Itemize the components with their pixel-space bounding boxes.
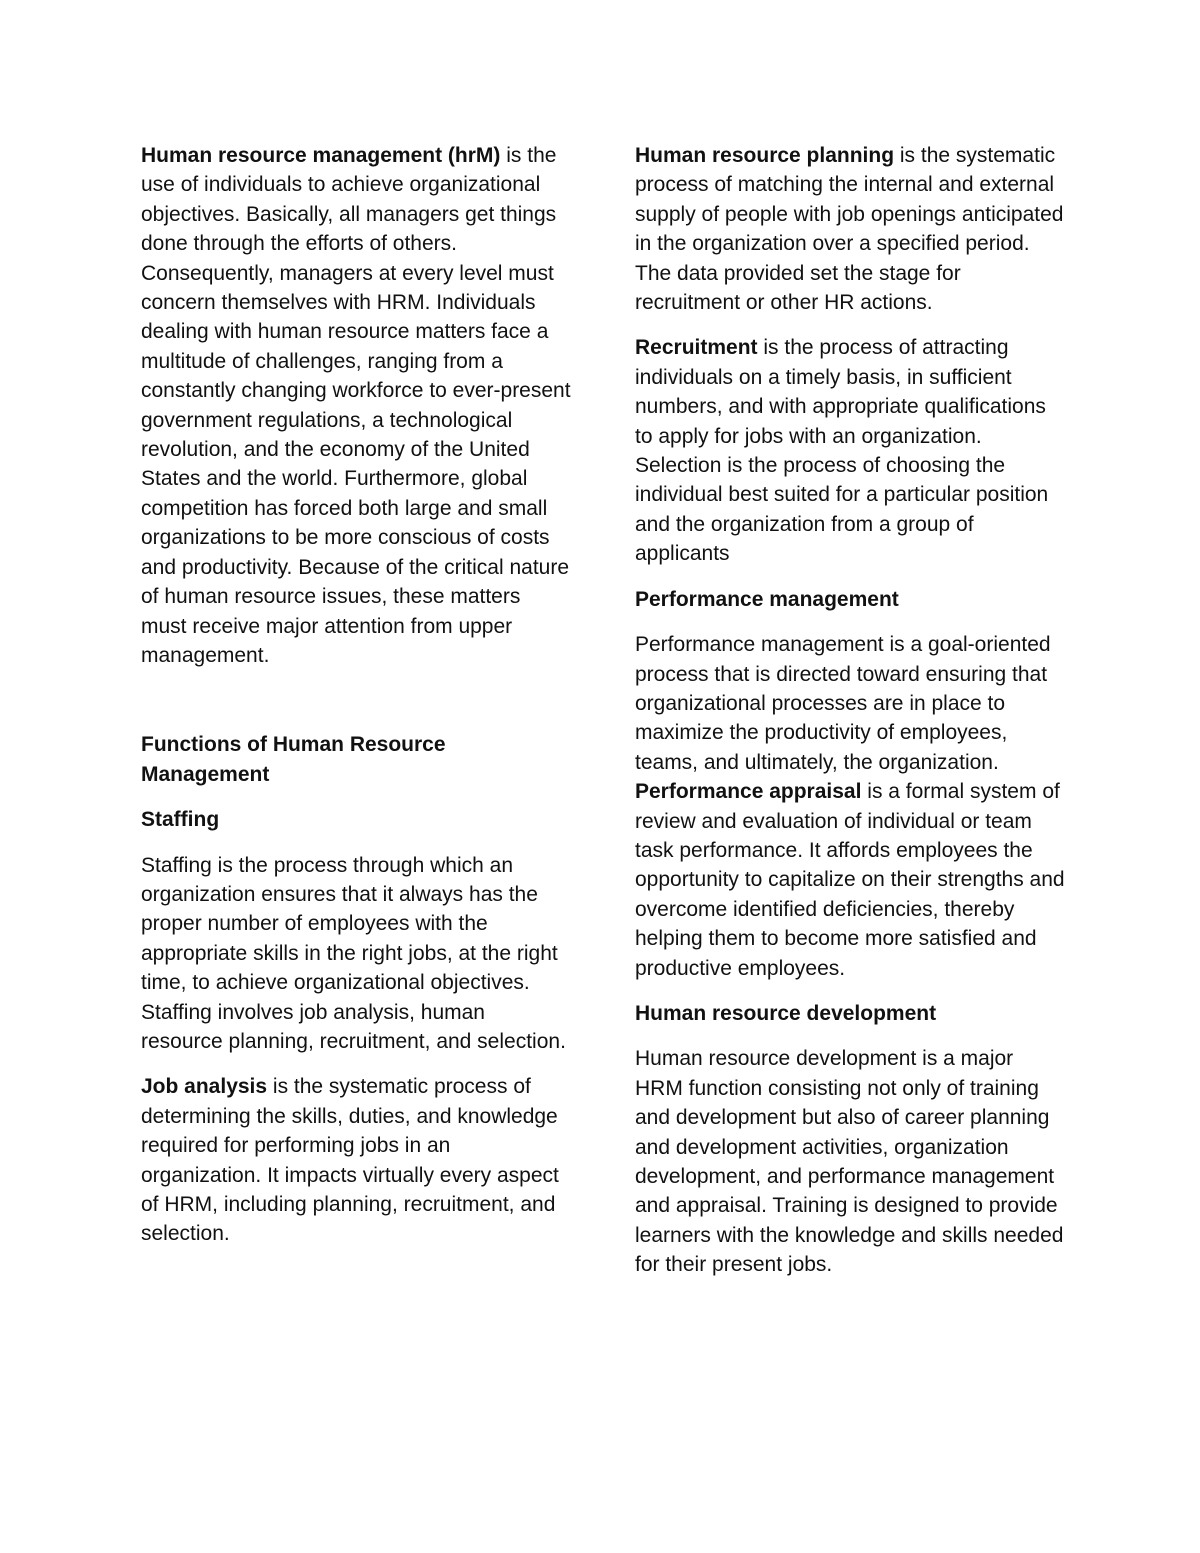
performance-management-paragraph [635, 630, 1065, 983]
left-column [141, 141, 571, 1249]
hr-development-paragraph: Human resource development is a major HRM function consisting not only of training and development but also of career planning and development activities, organization development, and performance management and appraisal. Training is designed to provide learners with the knowledge and skills needed for their present jobs. [635, 1047, 1064, 1277]
performance-management-heading: Performance management [635, 587, 899, 611]
performance-appraisal-text: is a formal system of review and evaluation of individual or team task performance. It affords employees the opportunity to capitalize on their strengths and overcome identified deficiencies, thereby helping them to become more satisfied and productive employees. [635, 780, 1065, 980]
hr-planning-paragraph [635, 141, 1065, 317]
hr-planning-term: Human resource planning [635, 144, 895, 167]
performance-appraisal-term: Performance appraisal [635, 780, 862, 804]
hrm-definition-text: is the use of individuals to achieve organizational objectives. Basically, all managers get things done through the efforts of others. Consequently, managers at every level must concern themselves with HRM. Individuals dealing with human resource matters face a multitude of challenges, ranging from a constantly changing workforce to ever-present government regulations, a technological revolution, and the economy of the United States and the world. Furthermore, global competition has forced both large and small organizations to be more conscious of costs and productivity. Because of the critical nature of human resource issues, these matters must receive major attention from upper management. [141, 144, 571, 667]
job-analysis-paragraph [141, 1072, 571, 1248]
staffing-heading: Staffing [141, 808, 220, 832]
job-analysis-text: is the systematic process of determining the skills, duties, and knowledge required for performing jobs in an organization. It impacts virtually every aspect of HRM, including planning, recruitment, and selection. [141, 1075, 559, 1246]
staffing-paragraph: Staffing is the process through which an organization ensures that it always has the proper number of employees with the appropriate skills in the right jobs, at the right time, to achieve organizational objectives. Staffing involves job analysis, human resource planning, recruitment, and selection. [141, 853, 566, 1053]
hrm-term: Human resource management (hrM) [141, 144, 501, 167]
performance-management-text: Performance management is a goal-oriented process that is directed toward ensuring that organizational processes are in place to maximize the productivity of employees, teams, and ultimately, the organization. [635, 633, 1051, 774]
hrm-definition-paragraph [141, 141, 571, 670]
hr-development-heading: Human resource development [635, 1001, 937, 1025]
hr-planning-text: is the systematic process of matching the internal and external supply of people with job openings anticipated in the organization over a specified period. The data provided set the stage for recruitment or other HR actions. [635, 144, 1064, 315]
recruitment-term: Recruitment [635, 336, 758, 360]
recruitment-text: is the process of attracting individuals on a timely basis, in sufficient numbers, and with appropriate qualifications to apply for jobs with an organization. Selection is the process of choosing the individual best suited for a particular position and the organization from a group of applicants [635, 336, 1049, 566]
functions-heading: Functions of Human Resource Management [141, 733, 446, 786]
right-column [635, 141, 1065, 1280]
recruitment-paragraph [635, 333, 1065, 568]
job-analysis-term: Job analysis [141, 1075, 268, 1099]
